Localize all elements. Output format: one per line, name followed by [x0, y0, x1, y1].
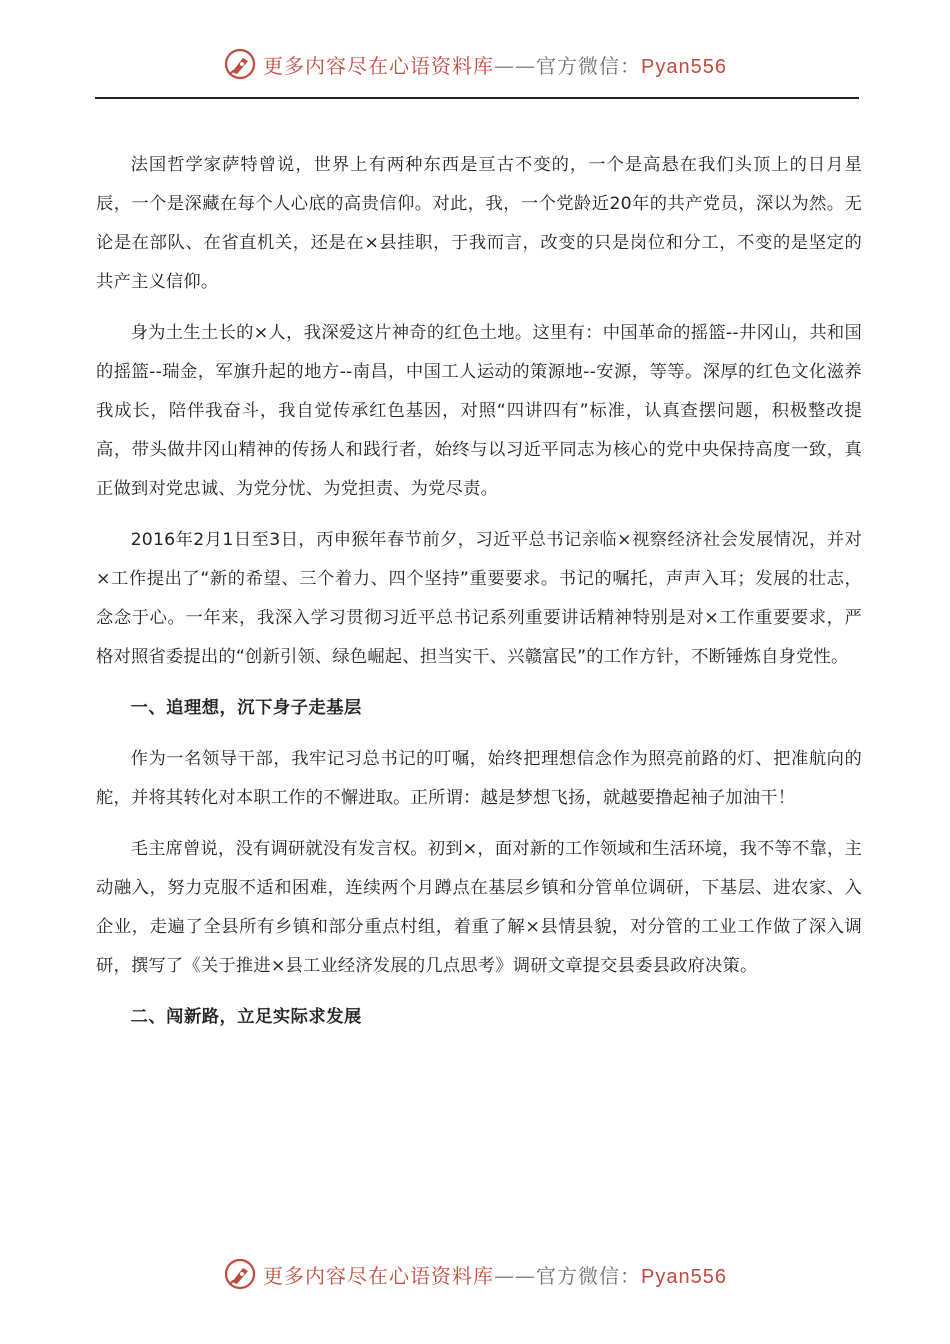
paragraph-5: 毛主席曾说，没有调研就没有发言权。初到×，面对新的工作领域和生活环境，我不等不靠，主动融入，努力克服不适和困难，连续两个月蹲点在基层乡镇和分管单位调研，下基层、进农家、入企业，走遍了全县所有乡镇和部分重点村组，着重了解×县情县貌，对分管的工业工作做了深入调研，撰写了《关于推进×县工业经济发展的几点思考》调研文章提交县委县政府决策。	[96, 839, 863, 976]
footer-brand-text: 更多内容尽在心语资料库	[263, 1263, 495, 1288]
paragraph-3: 2016年2月1日至3日，丙申猴年春节前夕，习近平总书记亲临×视察经济社会发展情况，并对×工作提出了“新的希望、三个着力、四个坚持”重要要求。书记的嘱托，声声入耳；发展的壮志，念念于心。一年来，我深入学习贯彻习近平总书记系列重要讲话精神特别是对×工作重要要求，严格对照省委提出的“创新引领、绿色崛起、担当实干、兴赣富民”的工作方针，不断锤炼自身党性。	[96, 530, 862, 667]
footer-banner	[0, 1252, 950, 1296]
document-body	[96, 146, 862, 1049]
pen-nib-logo-icon	[223, 47, 257, 81]
section-heading-1: 一、追理想，沉下身子走基层	[130, 698, 362, 718]
footer-separator: ——	[494, 1263, 537, 1288]
footer-official-label: 官方微信：	[536, 1263, 642, 1288]
header-separator: ——	[494, 53, 537, 78]
header-brand-text: 更多内容尽在心语资料库	[263, 53, 495, 78]
pen-nib-logo-icon	[223, 1257, 257, 1291]
paragraph-1: 法国哲学家萨特曾说，世界上有两种东西是亘古不变的，一个是高悬在我们头顶上的日月星辰，一个是深藏在每个人心底的高贵信仰。对此，我，一个党龄近20年的共产党员，深以为然。无论是在部队、在省直机关，还是在×县挂职，于我而言，改变的只是岗位和分工，不变的是坚定的共产主义信仰。	[96, 155, 862, 292]
section-heading-2: 二、闯新路，立足实际求发展	[130, 1007, 362, 1027]
footer-wechat-id: Pyan556	[641, 1265, 727, 1288]
header-official-label: 官方微信：	[536, 53, 642, 78]
header-divider	[95, 97, 859, 99]
header-text	[263, 50, 727, 79]
footer-text	[263, 1260, 727, 1289]
paragraph-4: 作为一名领导干部，我牢记习总书记的叮嘱，始终把理想信念作为照亮前路的灯、把准航向的舵，并将其转化对本职工作的不懈进取。正所谓：越是梦想飞扬，就越要撸起袖子加油干！	[96, 749, 862, 808]
header-wechat-id: Pyan556	[641, 55, 727, 78]
paragraph-2: 身为土生土长的×人，我深爱这片神奇的红色土地。这里有：中国革命的摇篮--井冈山，共和国的摇篮--瑞金，军旗升起的地方--南昌，中国工人运动的策源地--安源，等等。深厚的红色文化滋养我成长，陪伴我奋斗，我自觉传承红色基因，对照“四讲四有”标准，认真查摆问题，积极整改提高，带头做井冈山精神的传扬人和践行者，始终与以习近平同志为核心的党中央保持高度一致，真正做到对党忠诚、为党分忧、为党担责、为党尽责。	[96, 323, 862, 499]
header-banner	[0, 42, 950, 86]
